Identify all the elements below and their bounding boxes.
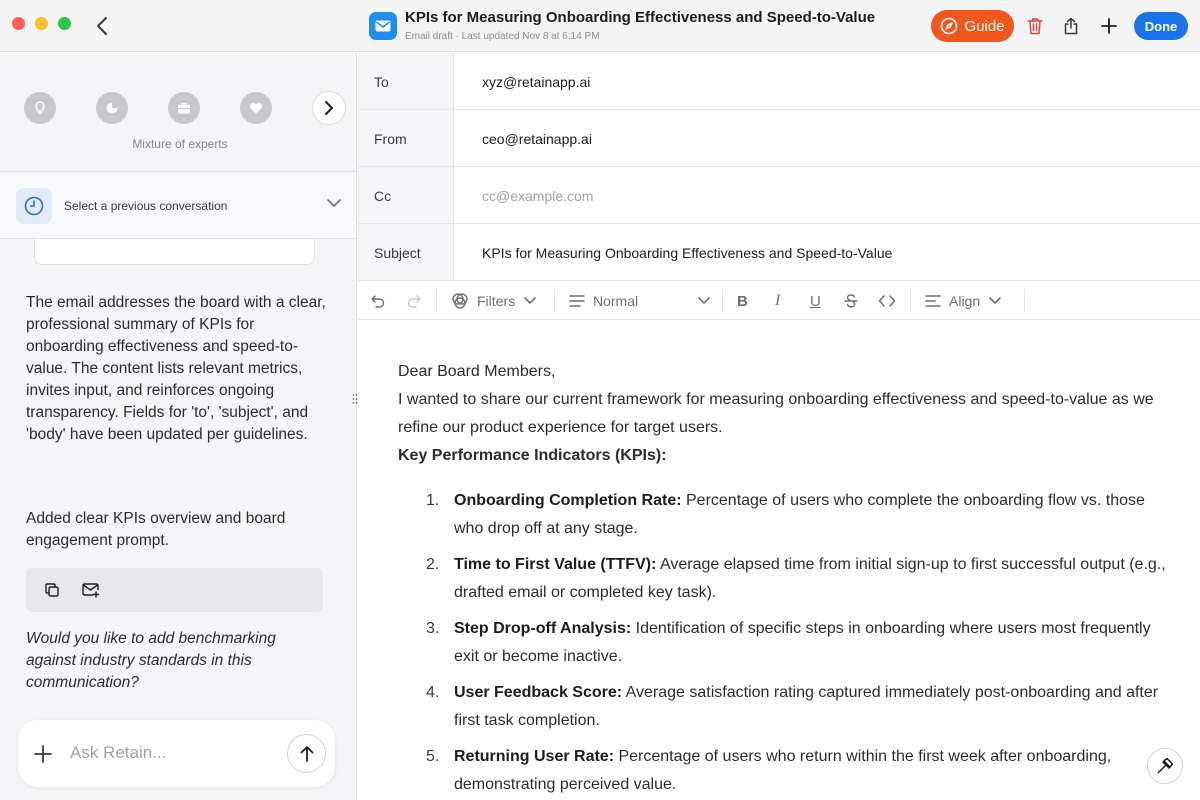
back-button[interactable] xyxy=(88,12,116,40)
to-row xyxy=(358,53,1200,110)
from-field[interactable] xyxy=(482,128,1172,150)
kpi-description: Average satisfaction rating captured immediately post-onboarding and after first task completion. xyxy=(454,684,1159,729)
list-number: 1. xyxy=(426,492,440,509)
experts-label: Mixture of experts xyxy=(132,137,228,151)
plus-icon xyxy=(33,744,53,764)
italic-button[interactable] xyxy=(775,290,780,312)
mail-app-icon xyxy=(369,12,397,40)
to-label: To xyxy=(358,53,454,109)
paragraph-icon xyxy=(569,294,585,308)
undo-button[interactable] xyxy=(370,290,386,312)
chevron-down-icon xyxy=(697,296,711,306)
list-number: 5. xyxy=(426,748,440,765)
italic-label: I xyxy=(775,292,781,309)
briefcase-icon xyxy=(177,101,191,115)
message-action-bar xyxy=(26,568,323,612)
code-button[interactable] xyxy=(878,290,896,312)
send-button[interactable] xyxy=(287,734,326,773)
document-title: KPIs for Measuring Onboarding Effectiveness and Speed-to-Value xyxy=(405,9,876,26)
list-item xyxy=(398,487,1168,543)
heart-icon xyxy=(249,101,263,115)
copy-button[interactable] xyxy=(41,579,63,601)
chevron-down-icon xyxy=(326,197,342,209)
plus-icon xyxy=(1100,17,1118,35)
text-style-label: Normal xyxy=(593,293,639,309)
underline-button[interactable] xyxy=(810,290,821,312)
align-dropdown[interactable] xyxy=(925,290,1002,312)
cc-field[interactable] xyxy=(482,185,1172,207)
code-icon xyxy=(878,294,896,308)
toolbar-divider xyxy=(722,289,723,313)
assistant-followup-question: Would you like to add benchmarking against industry standards in this communication? xyxy=(26,630,276,691)
cc-row xyxy=(358,167,1200,224)
kpi-list xyxy=(398,487,1168,800)
align-label: Align xyxy=(949,293,981,309)
redo-icon xyxy=(406,293,422,309)
share-icon xyxy=(1063,17,1079,35)
to-field[interactable] xyxy=(482,71,1172,93)
guide-button[interactable] xyxy=(931,10,1014,42)
trash-icon xyxy=(1027,17,1043,35)
ask-input[interactable] xyxy=(70,740,280,766)
arrow-up-icon xyxy=(300,745,314,763)
kpi-description: Average elapsed time from initial sign-up to first successful output (e.g., drafted email or completed key task). xyxy=(454,556,1166,601)
guide-button-label: Guide xyxy=(964,17,1005,35)
attach-button[interactable] xyxy=(30,741,56,767)
copy-icon xyxy=(44,582,60,598)
align-left-icon xyxy=(925,294,941,308)
from-label: From xyxy=(358,110,454,166)
compass-icon xyxy=(940,17,958,35)
bold-label: B xyxy=(737,292,748,310)
maximize-window-button[interactable] xyxy=(58,17,71,30)
chevron-left-icon xyxy=(95,16,109,36)
list-item xyxy=(398,679,1168,735)
list-item xyxy=(398,743,1168,799)
underline-label: U xyxy=(810,292,821,310)
kpi-title: Onboarding Completion Rate: xyxy=(454,492,682,509)
lightbulb-icon xyxy=(33,101,47,115)
toolbar-divider xyxy=(436,289,437,313)
clock-icon-badge xyxy=(16,188,52,224)
kpi-heading: Key Performance Indicators (KPIs): xyxy=(398,447,667,464)
assistant-message: Added clear KPIs overview and board engagement prompt. xyxy=(26,510,286,549)
previous-conversation-label: Select a previous conversation xyxy=(64,199,228,213)
kpi-title: Step Drop-off Analysis: xyxy=(454,620,632,637)
text-style-dropdown[interactable] xyxy=(569,290,711,312)
experts-next-button[interactable] xyxy=(312,91,346,125)
mail-plus-icon xyxy=(82,582,100,598)
toolbar-divider xyxy=(1024,289,1025,313)
insert-into-email-button[interactable] xyxy=(80,579,102,601)
kpi-title: User Feedback Score: xyxy=(454,684,623,701)
email-greeting: Dear Board Members, xyxy=(398,363,556,380)
document-subtitle: Email draft · Last updated Nov 8 at 6:14 PM xyxy=(405,31,600,42)
previous-conversation-dropdown[interactable] xyxy=(0,171,357,239)
bold-button[interactable] xyxy=(737,290,748,312)
kpi-description: Percentage of users who return within the first week after onboarding, demonstrating perceived value. xyxy=(454,748,1112,793)
undo-icon xyxy=(370,293,386,309)
pie-chart-icon xyxy=(105,101,119,115)
expert-button-analytics[interactable] xyxy=(96,92,128,124)
sidebar-resize-handle[interactable] xyxy=(351,393,359,407)
hammer-icon xyxy=(1156,757,1174,775)
list-number: 2. xyxy=(426,556,440,573)
email-editor xyxy=(358,53,1200,800)
expert-button-business[interactable] xyxy=(168,92,200,124)
cc-label: Cc xyxy=(358,167,454,223)
email-intro: I wanted to share our current framework for measuring onboarding effectiveness and speed-to-value as we refine our product experience for target users. xyxy=(398,391,1154,436)
assistant-sidebar xyxy=(0,53,357,800)
expert-button-care[interactable] xyxy=(240,92,272,124)
quick-tools-button[interactable] xyxy=(1147,748,1183,784)
clock-icon xyxy=(23,195,45,217)
done-button[interactable]: Done xyxy=(1134,12,1188,40)
share-button[interactable] xyxy=(1058,13,1084,39)
toolbar-divider xyxy=(554,289,555,313)
grip-icon xyxy=(352,393,358,405)
from-row xyxy=(358,110,1200,167)
chevron-down-icon xyxy=(988,296,1002,306)
filters-icon xyxy=(451,292,469,310)
redo-button[interactable] xyxy=(406,290,422,312)
subject-field[interactable] xyxy=(482,242,1172,264)
chevron-down-icon xyxy=(523,296,537,306)
expert-button-ideas[interactable] xyxy=(24,92,56,124)
delete-button[interactable] xyxy=(1022,13,1048,39)
strikethrough-button[interactable] xyxy=(843,290,859,312)
filters-dropdown[interactable] xyxy=(451,290,537,312)
subject-row xyxy=(358,224,1200,281)
kpi-title: Time to First Value (TTFV): xyxy=(454,556,657,573)
kpi-description: Percentage of users who complete the onboarding flow vs. those who drop off at any stage. xyxy=(454,492,1145,537)
email-body[interactable] xyxy=(398,358,1168,470)
new-draft-button[interactable] xyxy=(1096,13,1122,39)
kpi-title: Returning User Rate: xyxy=(454,748,615,765)
list-number: 4. xyxy=(426,684,440,701)
list-item xyxy=(398,615,1168,671)
toolbar-divider xyxy=(910,289,911,313)
title-bar xyxy=(0,0,1200,52)
subject-label: Subject xyxy=(358,224,454,280)
minimize-window-button[interactable] xyxy=(35,17,48,30)
formatting-toolbar xyxy=(358,282,1200,320)
filters-label: Filters xyxy=(477,293,516,309)
chevron-right-icon xyxy=(324,100,334,116)
ask-box xyxy=(18,720,335,787)
list-item xyxy=(398,551,1168,607)
assistant-message: The email addresses the board with a clear, professional summary of KPIs for onboarding effectiveness and speed-to-value. The content lists relevant metrics, invites input, and reinforces ongoing transparency. Fields for 'to', 'subject', and 'body' have been updated per guidelines. xyxy=(26,294,326,443)
close-window-button[interactable] xyxy=(12,17,25,30)
kpi-description: Identification of specific steps in onboarding where users most frequently exit or become inactive. xyxy=(454,620,1151,665)
list-number: 3. xyxy=(426,620,440,637)
strikethrough-icon xyxy=(843,293,859,309)
